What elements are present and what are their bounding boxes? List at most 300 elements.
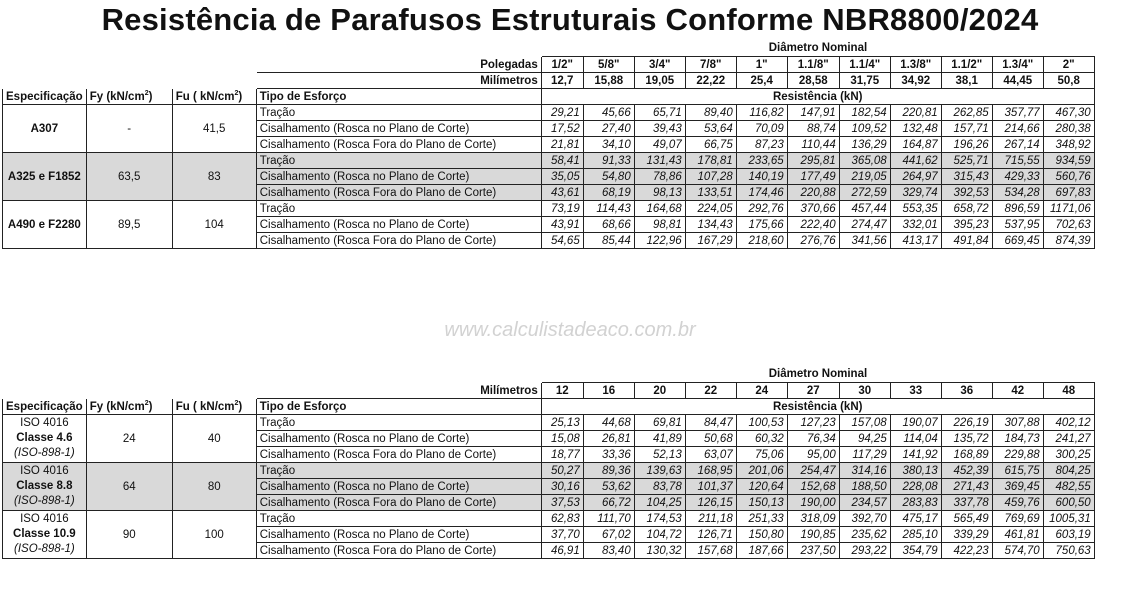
milimetros-cell: 42 — [992, 383, 1043, 399]
resistance-value: 332,01 — [890, 217, 941, 233]
resistance-value: 1005,31 — [1043, 511, 1094, 527]
resistance-value: 196,26 — [941, 137, 992, 153]
resistance-value: 177,49 — [787, 169, 839, 185]
resistance-value: 88,74 — [787, 121, 839, 137]
resistance-value: 615,75 — [992, 463, 1043, 479]
polegadas-label: Polegadas — [256, 57, 541, 73]
resistance-value: 491,84 — [941, 233, 992, 249]
milimetros-cell: 50,8 — [1043, 73, 1094, 89]
resistance-value: 111,70 — [583, 511, 634, 527]
resistance-value: 76,34 — [787, 431, 839, 447]
resistance-value: 101,37 — [685, 479, 736, 495]
milimetros-cell: 38,1 — [941, 73, 992, 89]
resistance-value: 66,72 — [583, 495, 634, 511]
resistance-value: 17,52 — [541, 121, 583, 137]
resistance-value: 87,23 — [736, 137, 787, 153]
resistance-value: 537,95 — [992, 217, 1043, 233]
resistance-value: 66,75 — [685, 137, 736, 153]
resistance-value: 37,53 — [541, 495, 583, 511]
resistance-value: 15,08 — [541, 431, 583, 447]
resistance-value: 219,05 — [839, 169, 890, 185]
resistance-value: 136,29 — [839, 137, 890, 153]
resistance-value: 109,52 — [839, 121, 890, 137]
resistance-value: 370,66 — [787, 201, 839, 217]
resistance-value: 574,70 — [992, 543, 1043, 559]
resistance-value: 276,76 — [787, 233, 839, 249]
resistance-value: 53,62 — [583, 479, 634, 495]
resistance-value: 380,13 — [890, 463, 941, 479]
resistance-value: 68,19 — [583, 185, 634, 201]
resistance-value: 475,17 — [890, 511, 941, 527]
resistance-value: 233,65 — [736, 153, 787, 169]
resistance-value: 341,56 — [839, 233, 890, 249]
resistance-value: 896,59 — [992, 201, 1043, 217]
milimetros-cell: 19,05 — [634, 73, 685, 89]
watermark: www.calculistadeaco.com.br — [444, 319, 696, 341]
resistance-value: 271,43 — [941, 479, 992, 495]
resistance-value: 769,69 — [992, 511, 1043, 527]
resistance-value: 91,33 — [583, 153, 634, 169]
polegadas-cell: 1.1/2" — [941, 57, 992, 73]
resistance-value: 272,59 — [839, 185, 890, 201]
resistance-value: 26,81 — [583, 431, 634, 447]
resistance-value: 354,79 — [890, 543, 941, 559]
resistance-value: 365,08 — [839, 153, 890, 169]
resistance-value: 220,81 — [890, 105, 941, 121]
milimetros-cell: 34,92 — [890, 73, 941, 89]
spec-line: ISO 4016 — [20, 513, 69, 525]
resistance-value: 39,43 — [634, 121, 685, 137]
milimetros-cell: 16 — [583, 383, 634, 399]
tipo-esforco-header-2: Tipo de Esforço — [256, 399, 541, 415]
tipo-esforco: Cisalhamento (Rosca no Plano de Corte) — [256, 527, 541, 543]
resistance-value: 348,92 — [1043, 137, 1094, 153]
resistance-value: 402,12 — [1043, 415, 1094, 431]
resistance-value: 293,22 — [839, 543, 890, 559]
tipo-esforco: Cisalhamento (Rosca no Plano de Corte) — [256, 431, 541, 447]
polegadas-cell: 3/4" — [634, 57, 685, 73]
resistance-value: 50,27 — [541, 463, 583, 479]
resistance-value: 267,14 — [992, 137, 1043, 153]
spec-cell — [3, 511, 87, 559]
resistance-value: 164,68 — [634, 201, 685, 217]
resistance-value: 461,81 — [992, 527, 1043, 543]
resistance-value: 30,16 — [541, 479, 583, 495]
resistance-value: 280,38 — [1043, 121, 1094, 137]
resistance-value: 134,43 — [685, 217, 736, 233]
tipo-esforco: Cisalhamento (Rosca Fora do Plano de Corte) — [256, 543, 541, 559]
resistance-value: 110,44 — [787, 137, 839, 153]
tipo-esforco-header: Tipo de Esforço — [256, 89, 541, 105]
resistance-value: 715,55 — [992, 153, 1043, 169]
diametro-nominal-label: Diâmetro Nominal — [768, 42, 868, 55]
resistance-value: 135,72 — [941, 431, 992, 447]
resistance-value: 116,82 — [736, 105, 787, 121]
resistance-value: 190,85 — [787, 527, 839, 543]
resistance-value: 131,43 — [634, 153, 685, 169]
resistance-value: 329,74 — [890, 185, 941, 201]
fu-header: Fu ( $kN/cm^2$) — [172, 89, 256, 105]
resistance-value: 178,81 — [685, 153, 736, 169]
resistance-value: 83,40 — [583, 543, 634, 559]
page-title: Resistência de Parafusos Estruturais Conforme NBR8800/2024 — [101, 2, 1039, 37]
resistance-value: 126,15 — [685, 495, 736, 511]
resistance-value: 54,65 — [541, 233, 583, 249]
resistance-value: 234,57 — [839, 495, 890, 511]
fu-value: 40 — [172, 415, 256, 463]
resistance-value: 174,53 — [634, 511, 685, 527]
milimetros-cell: 28,58 — [787, 73, 839, 89]
tipo-esforco: Tração — [256, 511, 541, 527]
resistance-value: 98,81 — [634, 217, 685, 233]
polegadas-cell: 1/2" — [541, 57, 583, 73]
milimetros-cell: 25,4 — [736, 73, 787, 89]
polegadas-cell: 1.1/4" — [839, 57, 890, 73]
tipo-esforco: Cisalhamento (Rosca Fora do Plano de Corte) — [256, 233, 541, 249]
resistance-value: 63,07 — [685, 447, 736, 463]
resistance-value: 188,50 — [839, 479, 890, 495]
resistance-value: 73,19 — [541, 201, 583, 217]
resistance-value: 182,54 — [839, 105, 890, 121]
resistance-value: 150,80 — [736, 527, 787, 543]
resistance-value: 117,29 — [839, 447, 890, 463]
bolt-table-imperial — [2, 40, 1095, 249]
resistance-value: 157,71 — [941, 121, 992, 137]
resistance-value: 46,91 — [541, 543, 583, 559]
fy-value: 89,5 — [86, 201, 172, 249]
resistance-value: 21,81 — [541, 137, 583, 153]
fy-value: 90 — [86, 511, 172, 559]
table-row — [3, 105, 1095, 121]
milimetros-cell: 22,22 — [685, 73, 736, 89]
resistance-value: 41,89 — [634, 431, 685, 447]
resistance-value: 67,02 — [583, 527, 634, 543]
resistance-value: 130,32 — [634, 543, 685, 559]
milimetros-label: Milímetros — [256, 73, 541, 89]
resistance-value: 337,78 — [941, 495, 992, 511]
resistance-value: 395,23 — [941, 217, 992, 233]
resistance-value: 224,05 — [685, 201, 736, 217]
resistance-value: 29,21 — [541, 105, 583, 121]
resistance-value: 84,47 — [685, 415, 736, 431]
milimetros-cell: 36 — [941, 383, 992, 399]
resistance-value: 357,77 — [992, 105, 1043, 121]
spec-line: Classe 8.8 — [16, 480, 73, 492]
resistance-value: 104,25 — [634, 495, 685, 511]
resistance-value: 85,44 — [583, 233, 634, 249]
milimetros-cell: 12 — [541, 383, 583, 399]
fu-header-2: Fu ( $kN/cm^2$) — [172, 399, 256, 415]
resistance-value: 100,53 — [736, 415, 787, 431]
resistance-value: 167,29 — [685, 233, 736, 249]
resistance-value: 69,81 — [634, 415, 685, 431]
milimetros-cell: 44,45 — [992, 73, 1043, 89]
milimetros-cell: 22 — [685, 383, 736, 399]
resistance-value: 804,25 — [1043, 463, 1094, 479]
fy-value: 64 — [86, 463, 172, 511]
tipo-esforco: Cisalhamento (Rosca no Plano de Corte) — [256, 121, 541, 137]
table-row — [3, 201, 1095, 217]
resistance-value: 75,06 — [736, 447, 787, 463]
resistance-value: 459,76 — [992, 495, 1043, 511]
resistance-value: 226,19 — [941, 415, 992, 431]
resistance-value: 201,06 — [736, 463, 787, 479]
resistance-value: 89,40 — [685, 105, 736, 121]
resistance-value: 45,66 — [583, 105, 634, 121]
tipo-esforco: Tração — [256, 415, 541, 431]
resistance-value: 52,13 — [634, 447, 685, 463]
resistance-value: 132,48 — [890, 121, 941, 137]
resistance-value: 27,40 — [583, 121, 634, 137]
resistance-value: 413,17 — [890, 233, 941, 249]
resistance-value: 147,91 — [787, 105, 839, 121]
table-row — [3, 415, 1095, 431]
resistance-value: 565,49 — [941, 511, 992, 527]
resistance-value: 251,33 — [736, 511, 787, 527]
resistance-value: 35,05 — [541, 169, 583, 185]
polegadas-cell: 2" — [1043, 57, 1094, 73]
polegadas-cell: 5/8" — [583, 57, 634, 73]
resistance-value: 184,73 — [992, 431, 1043, 447]
resistance-value: 18,77 — [541, 447, 583, 463]
resistance-value: 697,83 — [1043, 185, 1094, 201]
tipo-esforco: Tração — [256, 463, 541, 479]
resistance-value: 314,16 — [839, 463, 890, 479]
resistance-value: 422,23 — [941, 543, 992, 559]
polegadas-cell: 7/8" — [685, 57, 736, 73]
resistance-value: 114,04 — [890, 431, 941, 447]
resistance-value: 78,86 — [634, 169, 685, 185]
resistance-value: 315,43 — [941, 169, 992, 185]
resistance-value: 658,72 — [941, 201, 992, 217]
resistance-value: 934,59 — [1043, 153, 1094, 169]
especificacao-header: Especificação — [3, 89, 87, 105]
resistance-value: 222,40 — [787, 217, 839, 233]
resistance-value: 140,19 — [736, 169, 787, 185]
resistance-value: 53,64 — [685, 121, 736, 137]
resistance-value: 534,28 — [992, 185, 1043, 201]
fu-value: 41,5 — [172, 105, 256, 153]
resistance-value: 392,53 — [941, 185, 992, 201]
resistance-value: 126,71 — [685, 527, 736, 543]
resistance-value: 83,78 — [634, 479, 685, 495]
resistance-value: 264,97 — [890, 169, 941, 185]
resistance-value: 168,95 — [685, 463, 736, 479]
resistance-value: 283,83 — [890, 495, 941, 511]
resistance-value: 25,13 — [541, 415, 583, 431]
milimetros-label-2: Milímetros — [256, 383, 541, 399]
resistance-value: 122,96 — [634, 233, 685, 249]
especificacao-header-2: Especificação — [3, 399, 87, 415]
tipo-esforco: Cisalhamento (Rosca no Plano de Corte) — [256, 479, 541, 495]
resistance-value: 457,44 — [839, 201, 890, 217]
spec-line: ISO 4016 — [20, 465, 69, 477]
tipo-esforco: Tração — [256, 201, 541, 217]
spec-line: ISO 4016 — [20, 417, 69, 429]
resistance-value: 603,19 — [1043, 527, 1094, 543]
resistance-value: 43,91 — [541, 217, 583, 233]
resistance-value: 168,89 — [941, 447, 992, 463]
resistance-value: 262,85 — [941, 105, 992, 121]
resistance-value: 107,28 — [685, 169, 736, 185]
resistance-value: 175,66 — [736, 217, 787, 233]
resistance-value: 467,30 — [1043, 105, 1094, 121]
resistance-value: 702,63 — [1043, 217, 1094, 233]
tipo-esforco: Cisalhamento (Rosca no Plano de Corte) — [256, 169, 541, 185]
fy-header: Fy $(kN/cm^2)$ — [86, 89, 172, 105]
resistance-value: 114,43 — [583, 201, 634, 217]
resistance-value: 285,10 — [890, 527, 941, 543]
resistance-value: 241,27 — [1043, 431, 1094, 447]
resistance-value: 295,81 — [787, 153, 839, 169]
resistance-value: 187,66 — [736, 543, 787, 559]
resistance-value: 318,09 — [787, 511, 839, 527]
resistance-value: 441,62 — [890, 153, 941, 169]
resistance-value: 65,71 — [634, 105, 685, 121]
resistencia-header-2: Resistência (kN) — [541, 399, 1094, 415]
milimetros-cell: 27 — [787, 383, 839, 399]
resistance-value: 150,13 — [736, 495, 787, 511]
fu-value: 100 — [172, 511, 256, 559]
resistance-value: 1171,06 — [1043, 201, 1094, 217]
resistance-value: 94,25 — [839, 431, 890, 447]
resistance-value: 669,45 — [992, 233, 1043, 249]
bolt-table-metric — [2, 366, 1095, 559]
resistance-value: 482,55 — [1043, 479, 1094, 495]
resistance-value: 229,88 — [992, 447, 1043, 463]
resistance-value: 141,92 — [890, 447, 941, 463]
diametro-nominal-label-2: Diâmetro Nominal — [768, 368, 868, 381]
resistance-value: 237,50 — [787, 543, 839, 559]
milimetros-cell: 30 — [839, 383, 890, 399]
table-row — [3, 153, 1095, 169]
resistance-value: 452,39 — [941, 463, 992, 479]
resistance-value: 369,45 — [992, 479, 1043, 495]
tipo-esforco: Tração — [256, 105, 541, 121]
fu-value: 80 — [172, 463, 256, 511]
resistance-value: 190,00 — [787, 495, 839, 511]
resistance-value: 152,68 — [787, 479, 839, 495]
spec-cell — [3, 415, 87, 463]
resistance-value: 133,51 — [685, 185, 736, 201]
resistance-value: 190,07 — [890, 415, 941, 431]
resistance-value: 228,08 — [890, 479, 941, 495]
resistance-value: 750,63 — [1043, 543, 1094, 559]
resistance-value: 339,29 — [941, 527, 992, 543]
resistance-value: 62,83 — [541, 511, 583, 527]
resistance-value: 157,08 — [839, 415, 890, 431]
spec-line: Classe 4.6 — [16, 432, 73, 444]
resistance-value: 104,72 — [634, 527, 685, 543]
table-row — [3, 511, 1095, 527]
resistance-value: 33,36 — [583, 447, 634, 463]
milimetros-cell: 48 — [1043, 383, 1094, 399]
resistance-value: 292,76 — [736, 201, 787, 217]
resistance-value: 874,39 — [1043, 233, 1094, 249]
spec-cell: A307 — [3, 105, 87, 153]
resistance-value: 392,70 — [839, 511, 890, 527]
resistance-value: 211,18 — [685, 511, 736, 527]
resistance-value: 139,63 — [634, 463, 685, 479]
fy-value: 24 — [86, 415, 172, 463]
resistance-value: 58,41 — [541, 153, 583, 169]
resistance-value: 553,35 — [890, 201, 941, 217]
tipo-esforco: Cisalhamento (Rosca no Plano de Corte) — [256, 217, 541, 233]
resistance-value: 429,33 — [992, 169, 1043, 185]
tipo-esforco: Tração — [256, 153, 541, 169]
resistance-value: 214,66 — [992, 121, 1043, 137]
resistance-value: 43,61 — [541, 185, 583, 201]
spec-line: (ISO-898-1) — [14, 447, 75, 459]
resistencia-header: Resistência (kN) — [541, 89, 1094, 105]
resistance-value: 218,60 — [736, 233, 787, 249]
resistance-value: 49,07 — [634, 137, 685, 153]
resistance-value: 54,80 — [583, 169, 634, 185]
resistance-value: 68,66 — [583, 217, 634, 233]
resistance-value: 235,62 — [839, 527, 890, 543]
tipo-esforco: Cisalhamento (Rosca Fora do Plano de Corte) — [256, 495, 541, 511]
tipo-esforco: Cisalhamento (Rosca Fora do Plano de Corte) — [256, 185, 541, 201]
polegadas-cell: 1" — [736, 57, 787, 73]
resistance-value: 37,70 — [541, 527, 583, 543]
resistance-value: 50,68 — [685, 431, 736, 447]
resistance-value: 44,68 — [583, 415, 634, 431]
table-row — [3, 463, 1095, 479]
resistance-value: 560,76 — [1043, 169, 1094, 185]
resistance-value: 98,13 — [634, 185, 685, 201]
polegadas-cell: 1.3/8" — [890, 57, 941, 73]
fy-value: - — [86, 105, 172, 153]
resistance-value: 34,10 — [583, 137, 634, 153]
resistance-value: 127,23 — [787, 415, 839, 431]
fy-value: 63,5 — [86, 153, 172, 201]
milimetros-cell: 20 — [634, 383, 685, 399]
tipo-esforco: Cisalhamento (Rosca Fora do Plano de Corte) — [256, 137, 541, 153]
resistance-value: 600,50 — [1043, 495, 1094, 511]
resistance-value: 89,36 — [583, 463, 634, 479]
milimetros-cell: 24 — [736, 383, 787, 399]
resistance-value: 274,47 — [839, 217, 890, 233]
resistance-value: 300,25 — [1043, 447, 1094, 463]
fy-header-2: Fy $(kN/cm^2)$ — [86, 399, 172, 415]
resistance-value: 120,64 — [736, 479, 787, 495]
resistance-value: 95,00 — [787, 447, 839, 463]
spec-line: (ISO-898-1) — [14, 495, 75, 507]
milimetros-cell: 33 — [890, 383, 941, 399]
resistance-value: 60,32 — [736, 431, 787, 447]
fu-value: 83 — [172, 153, 256, 201]
milimetros-cell: 31,75 — [839, 73, 890, 89]
resistance-value: 307,88 — [992, 415, 1043, 431]
resistance-value: 220,88 — [787, 185, 839, 201]
resistance-value: 70,09 — [736, 121, 787, 137]
spec-cell: A490 e F2280 — [3, 201, 87, 249]
resistance-value: 164,87 — [890, 137, 941, 153]
polegadas-cell: 1.3/4" — [992, 57, 1043, 73]
resistance-value: 157,68 — [685, 543, 736, 559]
spec-line: (ISO-898-1) — [14, 543, 75, 555]
spec-cell — [3, 463, 87, 511]
polegadas-cell: 1.1/8" — [787, 57, 839, 73]
spec-cell: A325 e F1852 — [3, 153, 87, 201]
milimetros-cell: 12,7 — [541, 73, 583, 89]
resistance-value: 525,71 — [941, 153, 992, 169]
tipo-esforco: Cisalhamento (Rosca Fora do Plano de Corte) — [256, 447, 541, 463]
spec-line: Classe 10.9 — [13, 528, 76, 540]
resistance-value: 254,47 — [787, 463, 839, 479]
milimetros-cell: 15,88 — [583, 73, 634, 89]
fu-value: 104 — [172, 201, 256, 249]
